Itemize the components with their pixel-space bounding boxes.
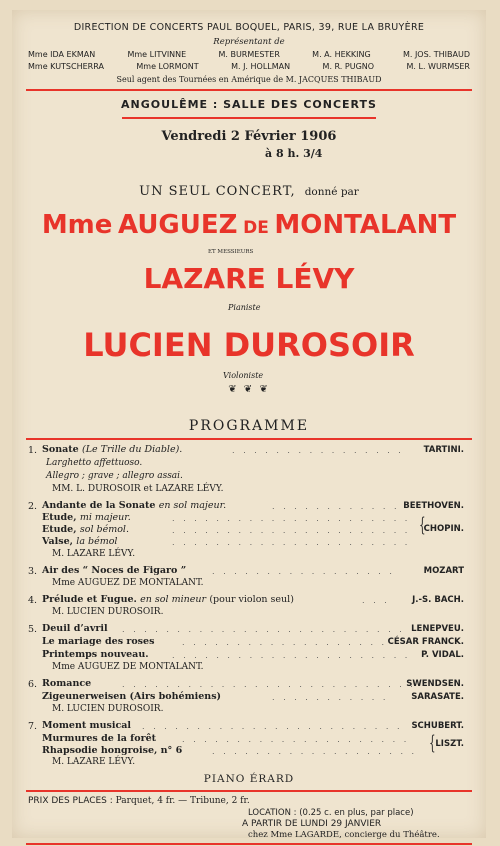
composer: TARTINI. [423,445,464,455]
piece-name: Prélude et Fugue. [42,594,137,605]
leader-dots: . . . . . . . . . . . . . . . . . . . . . [182,735,410,744]
movement: Larghetto affettuoso. [46,458,143,468]
piece-title: Printemps nouveau. [42,649,149,660]
piece-title: Murmures de la forêt [42,733,157,744]
artist: Mme LITVINNE [127,50,187,59]
piece-name: Etude, [42,524,77,535]
leader-dots: . . . [362,596,390,605]
artists-row-1 [28,50,470,59]
composer: BEETHOVEN. [403,501,464,511]
prix-line [28,796,250,806]
performers-line: M. LUCIEN DUROSOIR. [52,704,164,714]
leader-dots: . . . . . . . . . . . . . . . . . . . . . . . . . . [122,625,405,634]
artist: M. L. WURMSER [406,62,470,71]
brace-icon: { [429,730,436,754]
piece-subtitle: mi majeur. [79,512,131,523]
performer-3-role: Violoniste [223,371,264,380]
leader-dots: . . . . . . . . . . . . . . . . . . . . . . [172,526,411,535]
item-number: 5. [28,624,38,635]
leader-dots: . . . . . . . . . . . . . . . . . . . [212,747,418,756]
piece-name: Etude, [42,512,77,523]
performer-1 [12,210,486,240]
direction-line: DIRECTION DE CONCERTS PAUL BOQUEL, PARIS, 39, RUE LA BRUYÈRE [73,22,425,33]
et-messieurs: ET MESSIEURS [208,249,254,255]
piece-title [42,594,294,605]
piece-title [42,524,129,535]
leader-dots: . . . . . . . . . . . . . . . . . . . . . . . . . . . [122,680,416,689]
artists-row-2 [28,62,470,71]
leader-dots: . . . . . . . . . . . . . . . . . . . . . . . . [142,722,403,731]
divider [26,843,472,845]
item-number: 2. [28,501,38,512]
composer: LISZT. [435,739,464,749]
performers-line: Mme AUGUEZ DE MONTALANT. [52,662,204,672]
location-line: LOCATION : (0.25 c. en plus, par place) [248,808,414,818]
leader-dots: . . . . . . . . . . . . . . . . . [212,567,395,576]
leader-dots: . . . . . . . . . . . . . . . . [232,446,404,455]
piece-subtitle: en sol majeur. [158,500,227,511]
piece-title: Zigeunerweisen (Airs bohémiens) [42,691,222,702]
leader-dots: . . . . . . . . . . . . . . . . . . . . . . [172,651,411,660]
artist: Mme KUTSCHERRA [28,62,104,71]
item-number: 6. [28,679,38,690]
composer: SCHUBERT. [411,721,464,731]
piece-title: Moment musical [42,720,132,731]
leader-dots: . . . . . . . . . . . . . . . . . . . [182,638,388,647]
concert-program-page [12,10,486,838]
composer: P. VIDAL. [421,650,464,660]
performer-2: LAZARE LÉVY [143,262,355,295]
piece-subtitle: (Le Trille du Diable). [82,444,183,455]
performer-1-name2: MONTALANT [274,210,457,240]
piece-subtitle: sol bémol. [79,524,129,535]
composer: J.-S. BACH. [412,595,464,605]
movement: Allegro ; grave ; allegro assai. [46,471,183,481]
concert-time: à 8 h. 3/4 [265,147,323,160]
piece-title [42,512,131,523]
performers-line: M. LAZARE LÉVY. [52,757,136,767]
composer: CHOPIN. [423,524,464,534]
piece-name: Valse, [42,536,73,547]
performer-3: LUCIEN DUROSOIR [83,326,415,364]
artist: M. BURMESTER [218,50,280,59]
piece-title: Deuil d’avril [42,623,108,634]
brace-icon: { [419,512,426,536]
prix-label: PRIX DES PLACES : [28,796,113,806]
ornament-icon: ❦ ❦ ❦ [228,384,270,395]
item-number: 3. [28,566,38,577]
piece-title: Romance [42,678,92,689]
location-address: chez Mme LAGARDE, concierge du Théâtre. [248,830,440,840]
piece-title [42,444,182,455]
representant-line: Représentant de [213,37,285,47]
piece-name: Sonate [42,444,79,455]
divider [26,438,472,440]
performer-1-name: AUGUEZ [118,210,238,240]
performers-line: M. LAZARE LÉVY. [52,549,136,559]
piece-subtitle: en sol mineur [140,594,207,605]
venue: ANGOULÊME : SALLE DES CONCERTS [121,98,377,111]
piece-title: Air des “ Noces de Figaro ” [42,565,187,576]
piece-subtitle: (pour violon seul) [209,594,294,605]
artist: M. J. HOLLMAN [231,62,291,71]
leader-dots: . . . . . . . . . . . . . . . . . . . . . . [172,514,411,523]
piece-title: Rhapsodie hongroise, n° 6 [42,745,183,756]
concert-line [12,180,486,199]
concert-line-rest: donné par [304,186,359,198]
performers-line: MM. L. DUROSOIR et LAZARE LÉVY. [52,484,224,494]
leader-dots: . . . . . . . . . . . . . . . . . . . . . . [172,538,411,547]
composer: MOZART [423,566,464,576]
item-number: 4. [28,595,38,606]
leader-dots: . . . . . . . . . . . [272,693,389,702]
performer-1-de: DE [243,218,269,238]
artist: Mme LORMONT [136,62,199,71]
programme-title: PROGRAMME [188,418,310,434]
composer: LENEPVEU. [411,624,464,634]
piece-subtitle: la bémol [76,536,118,547]
piano-credit: PIANO ÉRARD [203,773,295,785]
prix-value: Parquet, 4 fr. — Tribune, 2 fr. [115,796,250,806]
performer-2-role: Pianiste [228,303,261,312]
performers-line: Mme AUGUEZ DE MONTALANT. [52,578,204,588]
piece-title [42,500,226,511]
concert-date: Vendredi 2 Février 1906 [161,129,337,144]
leader-dots: . . . . . . . . . . . . [272,502,400,511]
piece-title: Le mariage des roses [42,636,155,647]
divider [122,117,376,119]
performer-1-prefix: Mme [41,210,113,240]
performers-line: M. LUCIEN DUROSOIR. [52,607,164,617]
item-number: 7. [28,721,38,732]
piece-title [42,536,117,547]
piece-name: Andante de la Sonate [42,500,156,511]
divider [26,89,472,91]
composer: SARASATE. [411,692,464,702]
artist: Mme IDA EKMAN [28,50,96,59]
composer: SWENDSEN. [406,679,464,689]
artist: M. JOS. THIBAUD [402,50,470,59]
agent-line: Seul agent des Tournées en Amérique de M. JACQUES THIBAUD [116,75,382,84]
composer: CÉSAR FRANCK. [387,637,464,647]
concert-line-main: UN SEUL CONCERT, [139,184,296,199]
date-start-line: A PARTIR DE LUNDI 29 JANVIER [242,819,382,829]
divider [26,790,472,792]
artist: M. A. HEKKING [312,50,371,59]
item-number: 1. [28,445,38,456]
artist: M. R. PUGNO [322,62,375,71]
